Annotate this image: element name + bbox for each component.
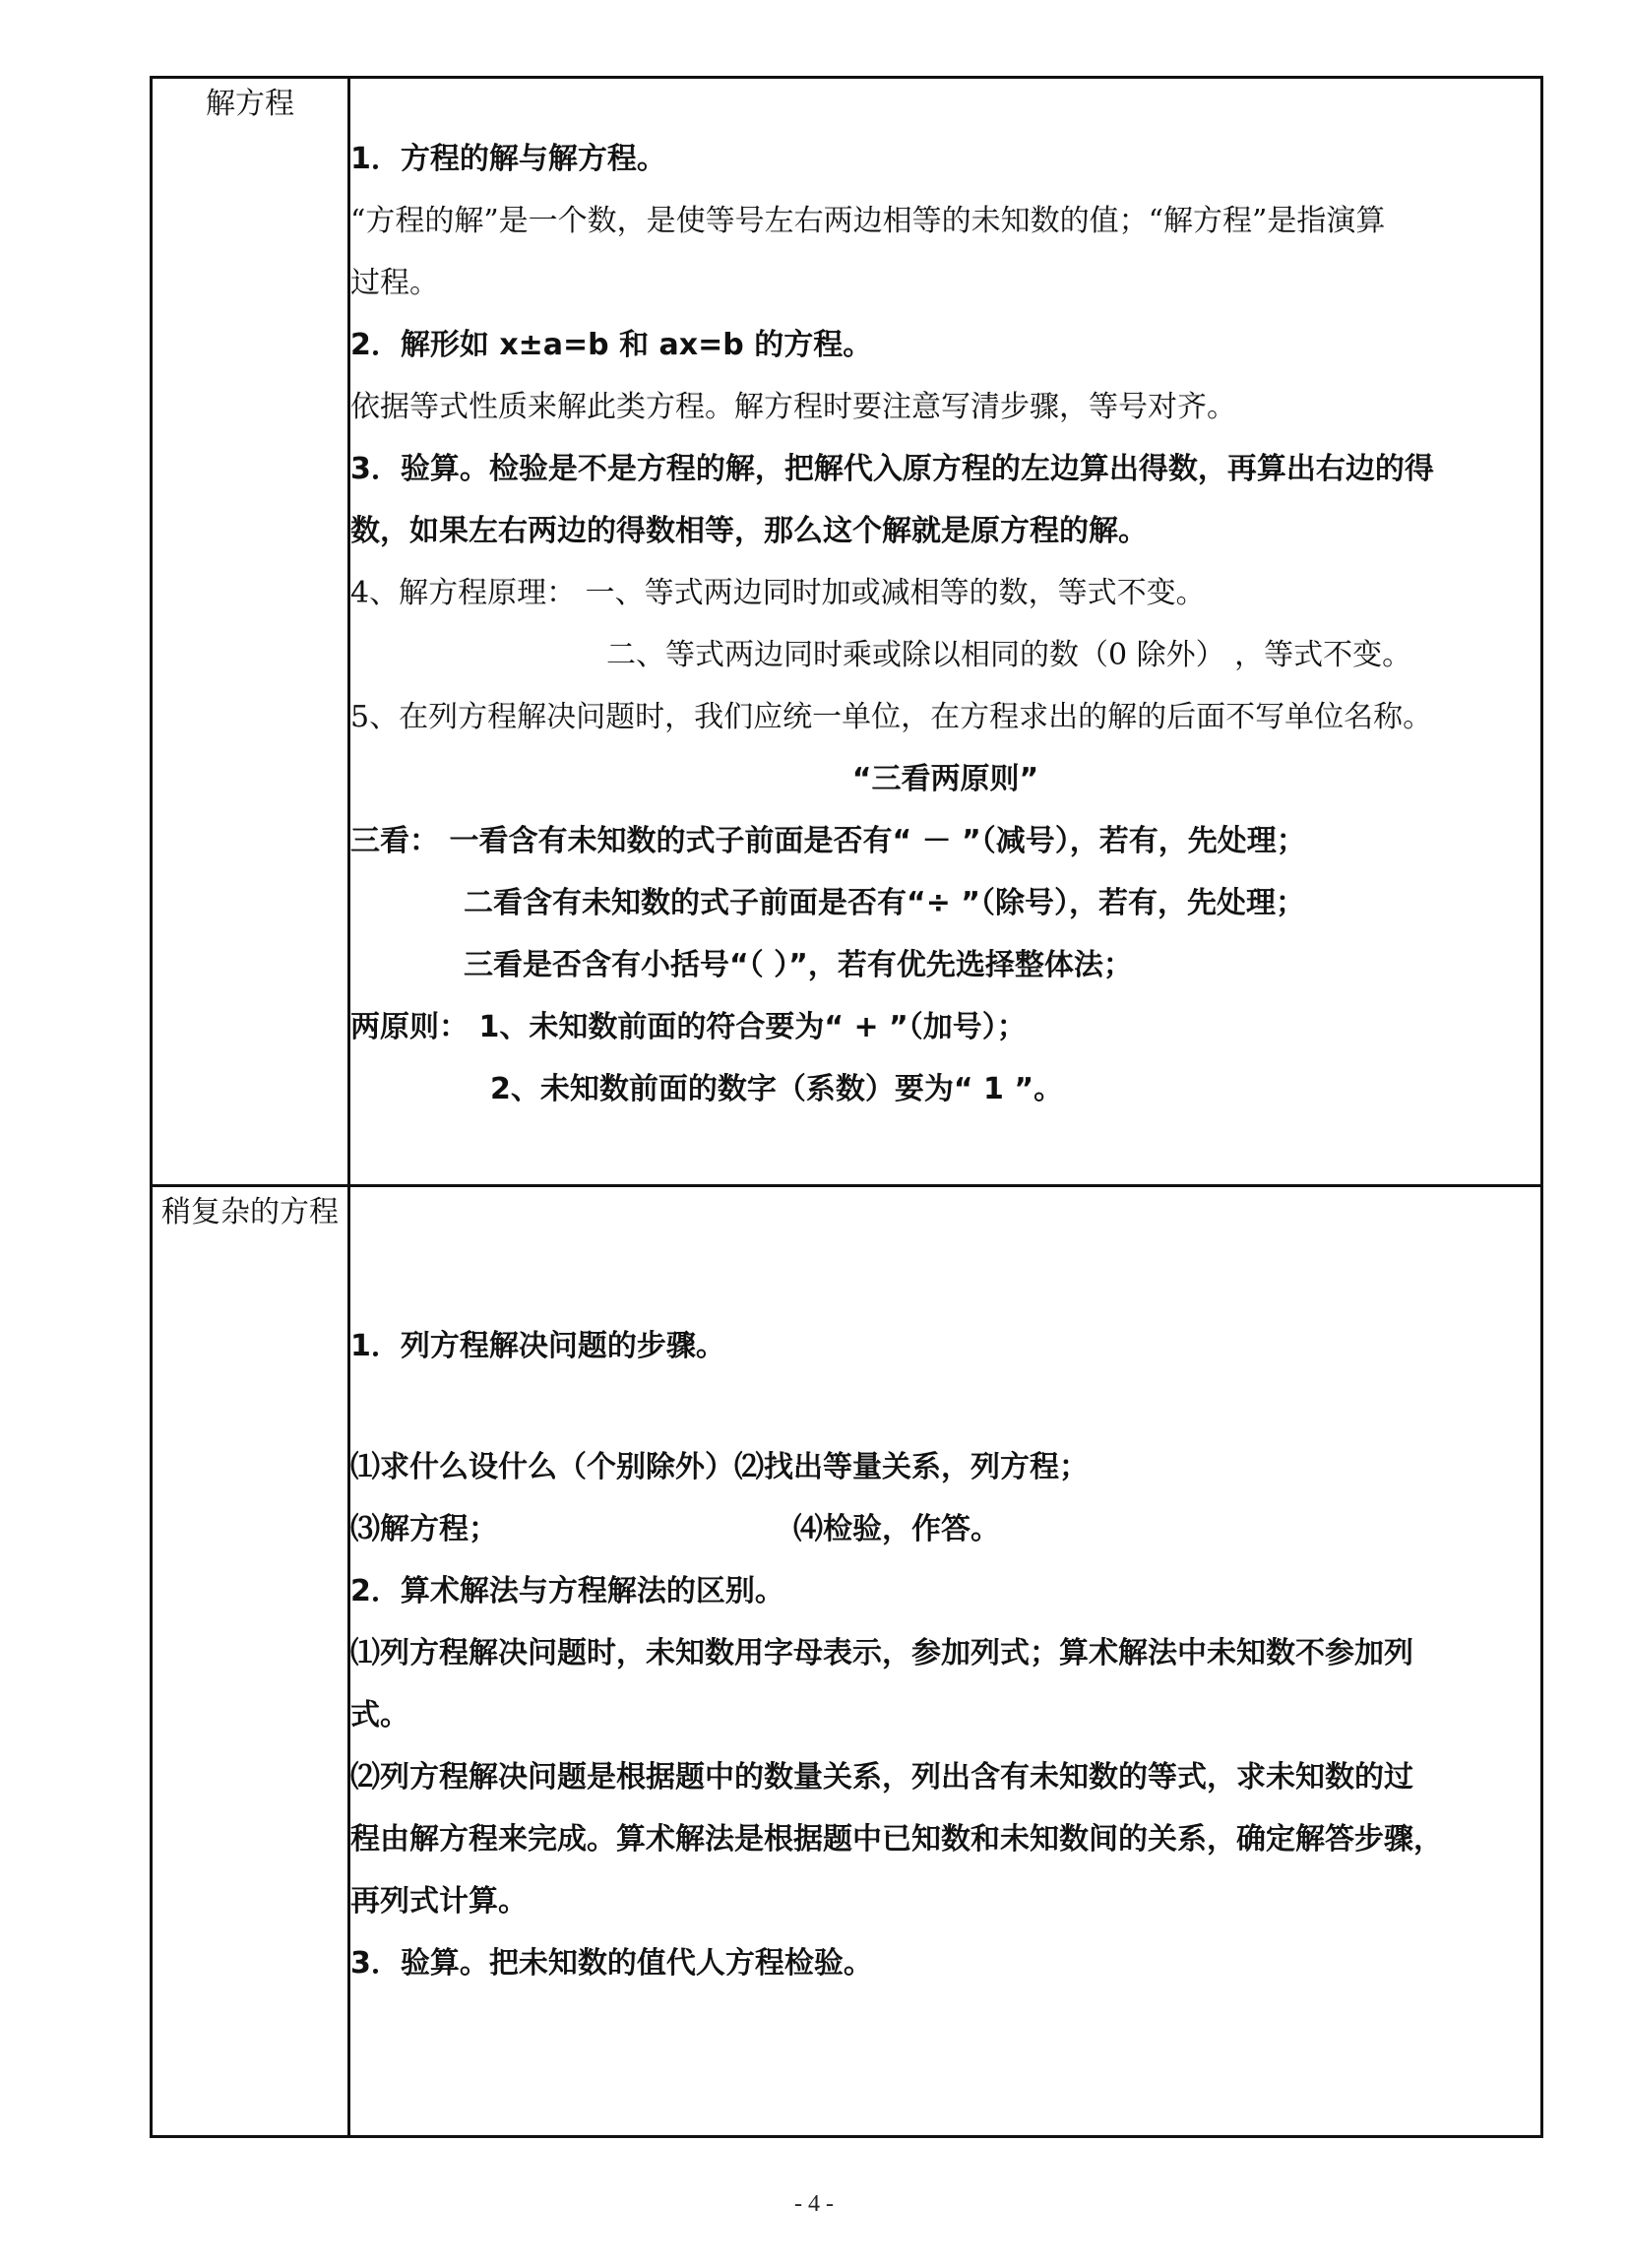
text-line: ⑴列方程解决问题时，未知数用字母表示，参加列式；算术解法中未知数不参加列 — [350, 1636, 1413, 1670]
text-line: 过程。 — [350, 266, 439, 300]
text-line: “方程的解”是一个数，是使等号左右两边相等的未知数的值；“解方程”是指演算 — [350, 204, 1386, 238]
text-line: 二、等式两边同时乘或除以相同的数（0 除外） ，等式不变。 — [606, 638, 1412, 672]
content-table — [150, 76, 1543, 2138]
text-line: 2、未知数前面的数字（系数）要为“ 1 ”。 — [490, 1072, 1064, 1106]
text-line: 4、解方程原理： 一、等式两边同时加或减相等的数，等式不变。 — [350, 576, 1206, 610]
table-row — [152, 78, 1542, 1186]
page-number: - 4 - — [794, 2191, 834, 2217]
heading-difference: 2．算术解法与方程解法的区别。 — [350, 1574, 784, 1608]
text-line: 数，如果左右两边的得数相等，那么这个解就是原方程的解。 — [350, 514, 1148, 548]
text-line: 5、在列方程解决问题时，我们应统一单位，在方程求出的解的后面不写单位名称。 — [350, 700, 1433, 734]
step-3: ⑶解方程； — [350, 1512, 498, 1546]
row-content-solve-equation — [349, 78, 1542, 1186]
heading-solution: 1．方程的解与解方程。 — [350, 142, 666, 176]
heading-check: 3．验算。检验是不是方程的解，把解代入原方程的左边算出得数，再算出右边的得 — [350, 452, 1434, 486]
heading-solve-form: 2．解形如 x±a=b 和 ax=b 的方程。 — [350, 328, 873, 362]
text-line: 二看含有未知数的式子前面是否有“÷ ”（除号），若有，先处理； — [464, 886, 1306, 920]
text-line: 程由解方程来完成。算术解法是根据题中已知数和未知数间的关系，确定解答步骤， — [350, 1822, 1443, 1857]
text-line: 三看是否含有小括号“（ ）”，若有优先选择整体法； — [464, 948, 1133, 982]
row-label-complex-equation: 稍复杂的方程 — [152, 1186, 349, 2137]
text-line: 依据等式性质来解此类方程。解方程时要注意写清步骤，等号对齐。 — [350, 390, 1236, 424]
step-4: ⑷检验，作答。 — [793, 1512, 1000, 1546]
row-label-solve-equation: 解方程 — [152, 78, 349, 1186]
text-line: 两原则： 1、未知数前面的符合要为“ + ”（加号）； — [350, 1010, 1027, 1044]
principle-title: “三看两原则” — [851, 762, 1039, 796]
text-line: ⑴求什么设什么（个别除外）⑵找出等量关系，列方程； — [350, 1450, 1089, 1484]
text-line: 式。 — [350, 1698, 409, 1732]
heading-steps: 1．列方程解决问题的步骤。 — [350, 1329, 725, 1363]
text-line: ⑵列方程解决问题是根据题中的数量关系，列出含有未知数的等式，求未知数的过 — [350, 1760, 1413, 1795]
text-line: 三看： 一看含有未知数的式子前面是否有“ － ”（减号），若有，先处理； — [350, 824, 1306, 858]
table-row — [152, 1186, 1542, 2137]
text-line — [350, 1498, 1540, 1560]
heading-verify: 3．验算。把未知数的值代人方程检验。 — [350, 1946, 873, 1981]
row-content-complex-equation — [349, 1186, 1542, 2137]
text-line: 再列式计算。 — [350, 1884, 528, 1919]
